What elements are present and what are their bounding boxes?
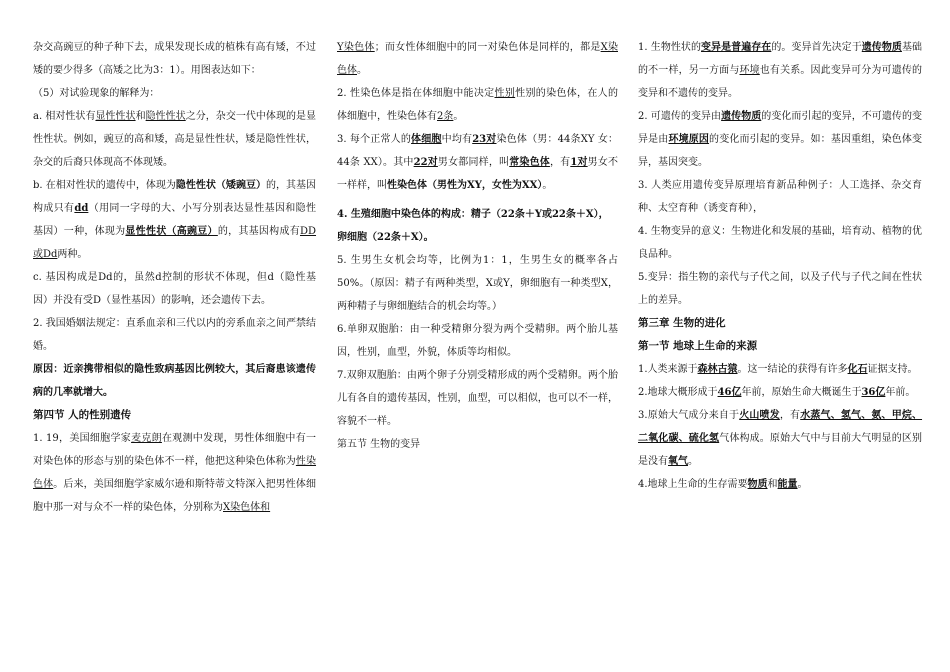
- term-mcclung: 麦克朗: [131, 433, 162, 444]
- column-middle: [337, 36, 618, 456]
- term-46-billion: 46亿: [717, 387, 742, 398]
- term-22-pairs: 22对: [413, 157, 438, 168]
- text: ，有: [779, 410, 801, 421]
- text: （用同一字母的大、小写分别表达显性基因和隐性基因）一种，体现为: [33, 203, 317, 237]
- paragraph-variation-1: [638, 36, 922, 105]
- text: 3. 每个正常人的: [337, 134, 412, 145]
- paragraph-explanation-heading: （5）对试验现象的解释为：: [33, 88, 160, 99]
- paragraph-7: 7.双卵双胞胎：由两个卵子分别受精形成的两个受精卵。两个胎儿有各自的遗传基因，性别，血型，可以相似，也可以不一样，容貌不一样。: [337, 370, 618, 427]
- paragraph-6: 6.单卵双胞胎：由一种受精卵分裂为两个受精卵。两个胎儿基因，性别，血型，外貌，体质等均相似。: [337, 324, 618, 358]
- text: 染色体（男：44条XY 女：44条 XX）。其中: [337, 134, 619, 168]
- paragraph-origin-2: [638, 381, 922, 404]
- term-genetic-material: 遗传物质: [721, 111, 762, 122]
- paragraph-marriage-law: 2. 我国婚姻法规定：直系血亲和三代以内的旁系血亲之间严禁结婚。: [33, 318, 316, 352]
- section-heading-4: 第四节 人的性别遗传: [33, 409, 132, 421]
- term-gases: 水蒸气、氢气、氨、甲烷、二氧化碳、硫化氢: [638, 410, 923, 444]
- chapter-heading-3: 第三章 生物的进化: [638, 317, 726, 329]
- text: 男女不一样样，叫: [337, 157, 619, 191]
- column-right: [638, 36, 922, 496]
- paragraph-variation-4: 4. 生物变异的意义：生物进化和发展的基础，培育动、植物的优良品种。: [638, 226, 922, 260]
- paragraph-origin-1: [638, 358, 922, 381]
- paragraph-origin-4: [638, 473, 922, 496]
- paragraph-4: 4. 生殖细胞中染色体的构成：精子（22条＋Y或22条＋X），: [337, 209, 609, 220]
- section-heading-1: 第一节 地球上生命的来源: [638, 340, 758, 352]
- paragraph-variation-2: [638, 105, 922, 174]
- text: 1. 生物性状的: [638, 42, 702, 53]
- text: 的变化而引起的变异，不可遗传的变异是由: [638, 111, 922, 145]
- text: b. 在相对性状的遗传中，体现为: [33, 180, 176, 191]
- term-volcano: 火山喷发: [739, 410, 780, 421]
- section-heading-5: 第五节 生物的变异: [337, 439, 421, 450]
- text: 。: [357, 65, 367, 76]
- paragraph-4b: 卵细胞（22条＋X）。: [337, 232, 434, 243]
- column-left: [33, 36, 316, 519]
- text: ；而女性体细胞中的同一对染色体是同样的，都是: [374, 42, 601, 53]
- text: 在观测中发现，男性体细胞中有一对染色体的形态与别的染色体不一样，他把这种染色体称为: [33, 433, 317, 467]
- term-forest-ape: 森林古猿: [697, 364, 738, 375]
- text: 1. 19，美国细胞学家: [33, 433, 132, 444]
- term-36-billion: 36亿: [861, 387, 886, 398]
- term-1-pair: 1对: [570, 157, 588, 168]
- text: 。: [542, 180, 553, 191]
- text: 。: [453, 111, 464, 122]
- text: 两种。: [57, 249, 88, 260]
- paragraph-b: [33, 174, 316, 266]
- term-energy: 能量: [777, 479, 798, 490]
- paragraph-c: c. 基因构成是Dd的，虽然d控制的形状不体现，但d（隐性基因）并没有受D（显性基因）的影响，还会遗传下去。: [33, 272, 316, 306]
- text: 的。变异首先决定于: [771, 42, 862, 53]
- term-x-chromosome: X染色体和: [223, 502, 271, 513]
- term-somatic-cell: 体细胞: [411, 134, 442, 145]
- text: 。: [688, 456, 698, 467]
- text: 和: [767, 479, 778, 490]
- text: 男女都同样，叫: [437, 157, 510, 168]
- paragraph-reason: 原因：近亲携带相似的隐性致病基因比例较大，其后裔患该遗传病的几率就增大。: [33, 364, 316, 398]
- paragraph-continued: [337, 36, 618, 82]
- term-y-chromosome: Y染色体: [337, 42, 375, 53]
- text: 基础的不一样，另一方面与: [638, 42, 922, 76]
- paragraph-variation-5: 5.变异：指生物的亲代与子代之间，以及子代与子代之间在性状上的差异。: [638, 272, 922, 306]
- term-dominant-trait: 显性性状（高豌豆）: [125, 226, 218, 237]
- paragraph-a: [33, 105, 316, 174]
- text: 和: [135, 111, 146, 122]
- text: 。这一结论的获得有许多: [737, 364, 848, 375]
- text: 证据支持。: [867, 364, 918, 375]
- term-gender: 性别: [494, 88, 516, 99]
- term-variation-universal: 变异是普遍存在: [701, 42, 772, 53]
- term-dd: dd: [74, 203, 89, 214]
- text: 气体构成。原始大气中与目前大气明显的区别是没有: [638, 433, 923, 467]
- paragraph-origin-3: [638, 404, 922, 473]
- term-genetic-material: 遗传物质: [861, 42, 902, 53]
- text: ，有: [549, 157, 571, 168]
- term-23-pairs: 23对: [472, 134, 497, 145]
- paragraph-3: [337, 128, 618, 197]
- paragraph-variation-3: 3. 人类应用遗传变异原理培育新品种例子：人工选择、杂交育种、太空育种（诱变育种），: [638, 180, 922, 214]
- text: 4.地球上生命的生存需要: [638, 479, 748, 490]
- paragraph-2: [337, 82, 618, 128]
- paragraph-5: 5. 生男生女机会均等，比例为1：1，生男生女的概率各占50%。（原因：精子有两种类型，X或Y，卵细胞有一种类型X，两种精子与卵细胞结合的机会均等。）: [337, 255, 618, 312]
- term-oxygen: 氧气: [668, 456, 688, 467]
- term-recessive: 隐性性状: [145, 111, 186, 122]
- text: a. 相对性状有: [33, 111, 96, 122]
- text: 年前，原始生命大概诞生于: [741, 387, 862, 398]
- text: 2. 性染色体是指在体细胞中能决定: [337, 88, 495, 99]
- term-sex-chromosome: 性染色体: [33, 456, 317, 490]
- paragraph-experiment: 杂交高豌豆的种子种下去，成果发现长成的植株有高有矮，不过矮的要少得多（高矮之比为3：1）。用图表达如下：: [33, 42, 316, 76]
- term-recessive-trait: 隐性性状（矮豌豆）: [175, 180, 266, 191]
- term-x-chromosome: X染色体: [337, 42, 618, 76]
- text: 的，其基因构成只有: [33, 180, 317, 214]
- term-dominant: 显性性状: [95, 111, 136, 122]
- term-2-chromosomes: 2条: [437, 111, 454, 122]
- text: 中均有: [441, 134, 473, 145]
- text: 性别的染色体，在人的体细胞中，性染色体有: [337, 88, 619, 122]
- text: 2. 可遗传的变异由: [638, 111, 722, 122]
- text: 3.原始大气成分来自于: [638, 410, 740, 421]
- text: 也有关系。因此变异可分为可遗传的变异和不遗传的变异。: [638, 65, 923, 99]
- term-DD-Dd: DD或Dd: [33, 226, 317, 260]
- text: 之分，杂交一代中体现的是显性性状。例如，豌豆的高和矮，高是显性性状，矮是隐性性状，杂交的后裔只体现高不体现矮。: [33, 111, 317, 168]
- term-matter: 物质: [747, 479, 768, 490]
- text: 的变化而引起的变异。如：基因重组，染色体变异，基因突变。: [638, 134, 923, 168]
- paragraph-sex-chromosome: [33, 427, 316, 519]
- term-environmental-factor: 环境原因: [668, 134, 710, 145]
- text: 。: [797, 479, 808, 490]
- term-autosome: 常染色体: [509, 157, 550, 168]
- term-sex-chromosome-def: 性染色体（男性为XY，女性为XX）: [387, 180, 543, 191]
- text: 1.人类来源于: [638, 364, 698, 375]
- term-fossil: 化石: [847, 364, 868, 375]
- text: 。后来，美国细胞学家威尔逊和斯特蒂文特深入把男性体细胞中那一对与众不一样的染色体，分别称为: [33, 479, 317, 513]
- term-environment: 环境: [739, 65, 760, 76]
- text: 年前。: [885, 387, 916, 398]
- text: 的，其基因构成有: [217, 226, 300, 237]
- text: 2.地球大概形成于: [638, 387, 718, 398]
